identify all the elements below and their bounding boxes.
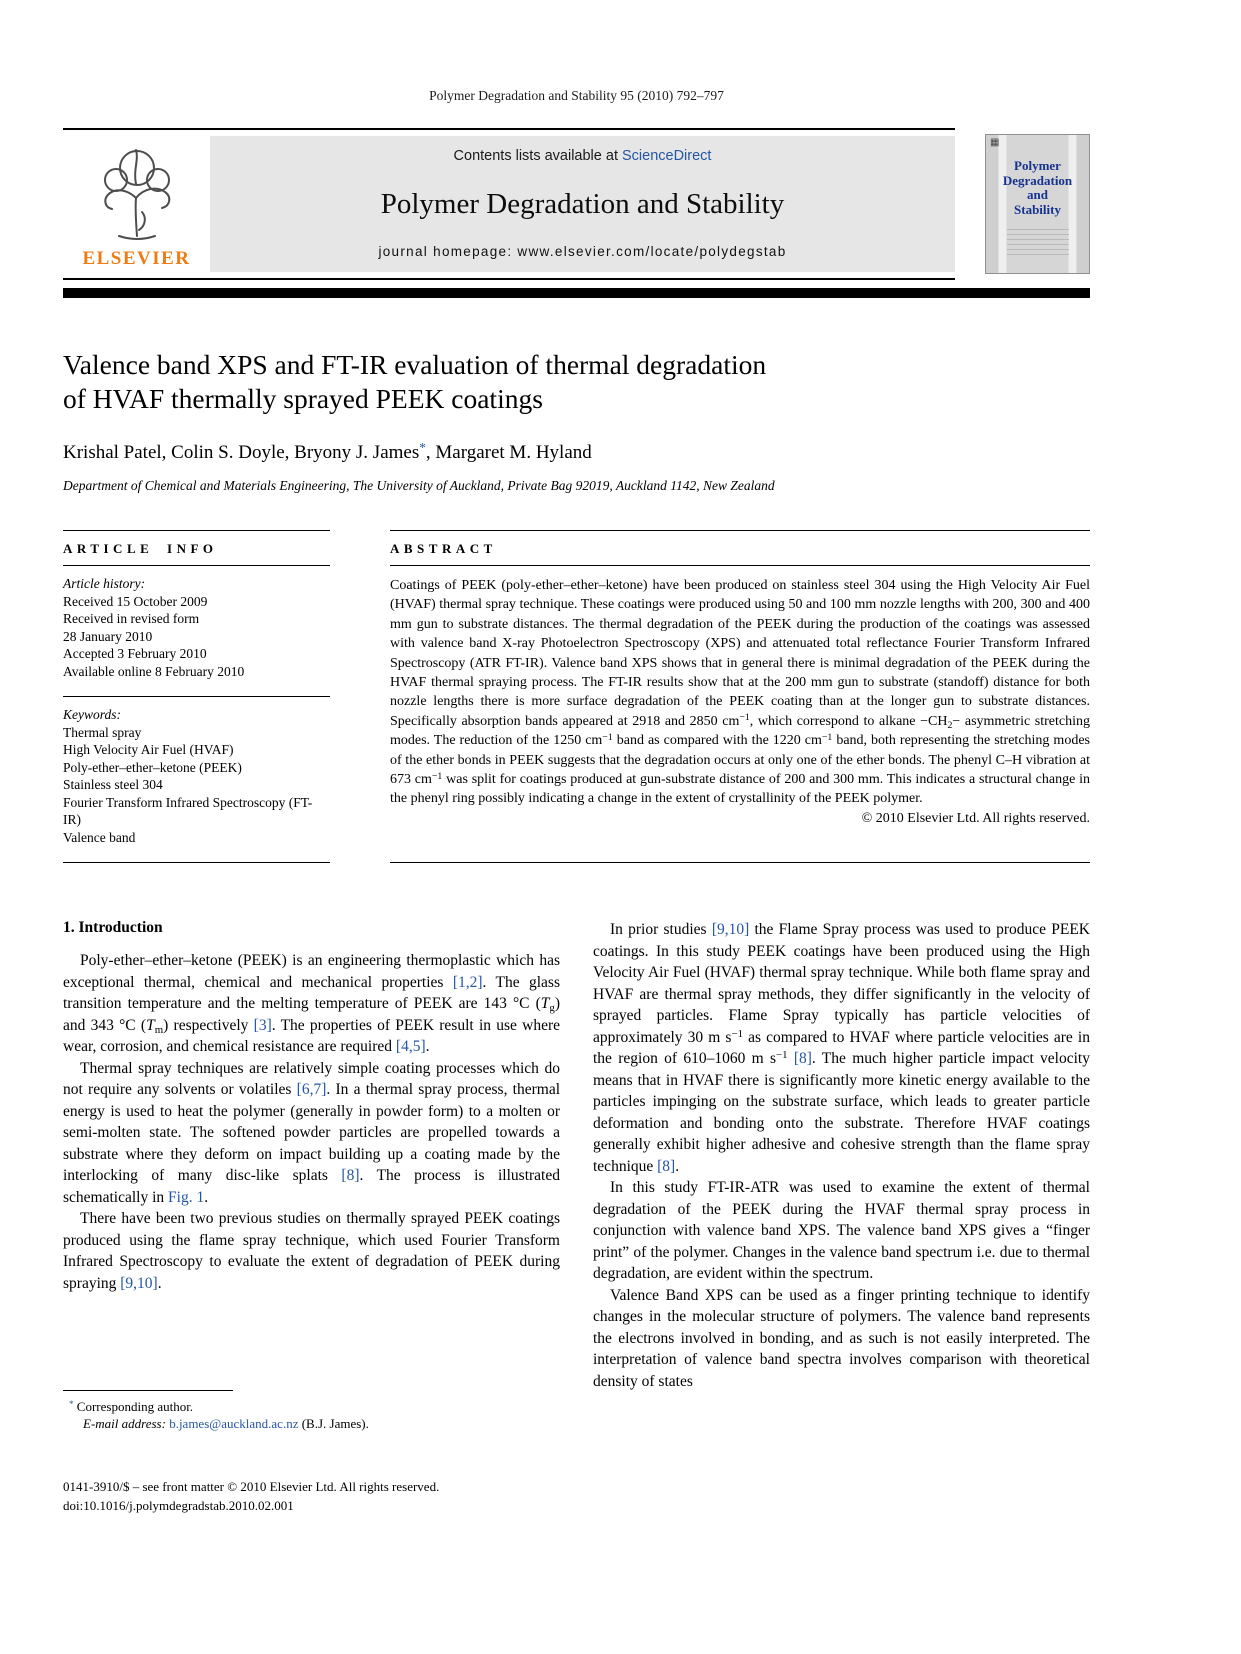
- ref-link[interactable]: [8]: [793, 1050, 812, 1067]
- text-run: band as compared with the 1220 cm: [612, 733, 822, 749]
- text-run: g: [549, 1002, 555, 1015]
- cover-contents-lines: [1007, 229, 1069, 259]
- section-heading-introduction: 1. Introduction: [63, 919, 163, 936]
- ref-link[interactable]: [8]: [341, 1167, 360, 1184]
- email-note: [63, 1415, 560, 1432]
- contents-line: [454, 148, 712, 164]
- info-abstract-section: [63, 530, 1090, 863]
- article-info-heading: ARTICLE INFO: [63, 531, 330, 566]
- keywords-block: [63, 697, 330, 862]
- history-line: 28 January 2010: [63, 628, 153, 644]
- text-run: (B.J. James).: [298, 1416, 369, 1431]
- text-run: the Flame Spray process was used to produce PEEK coatings. In this study PEEK coatings have been produced using the High Velocity Air Fuel (HVAF) thermal spray technique. While both flame spray and HVAF are thermal spray methods, they differ significantly in the velocity of sprayed particles. Flame Spray typically has particle velocities of approximately 30 m s: [593, 921, 1090, 1046]
- body-paragraph: [593, 1177, 1090, 1285]
- abstract-copyright: © 2010 Elsevier Ltd. All rights reserved.: [861, 810, 1090, 826]
- keywords-label: Keywords:: [63, 707, 121, 722]
- text-run: , which correspond to alkane −CH: [749, 713, 948, 729]
- elsevier-logo[interactable]: [63, 136, 210, 272]
- doi-line: doi:10.1016/j.polymdegradstab.2010.02.001: [63, 1497, 294, 1513]
- sciencedirect-link[interactable]: ScienceDirect: [622, 148, 712, 164]
- text-run: Poly-ether–ether–ketone (PEEK) is an engineering thermoplastic which has exceptional thermal, chemical and mechanical properties: [63, 952, 560, 991]
- ref-link[interactable]: [9,10]: [711, 921, 750, 938]
- elsevier-wordmark: ELSEVIER: [82, 248, 191, 269]
- text-run: T: [540, 995, 550, 1012]
- issn-line: 0141-3910/$ – see front matter © 2010 Elsevier Ltd. All rights reserved.: [63, 1479, 440, 1494]
- text-run: . The much higher particle impact velocity means that in HVAF there is significantly more kinetic energy available to the particles impinging on the substrate surface, which leads to greater particle deformation and bonding onto the substrate. Therefore HVAF coatings generally exhibit higher adhesive and cohesive strength than the flame spray technique: [593, 1050, 1090, 1175]
- body-paragraph: [593, 919, 1090, 1177]
- front-matter-block: [63, 1478, 560, 1515]
- corresponding-author-star[interactable]: *: [69, 1398, 74, 1409]
- text-run: ) respectively: [163, 1016, 254, 1034]
- journal-masthead: [210, 136, 955, 272]
- cover-title-line: Polymer: [1014, 158, 1061, 173]
- ref-link[interactable]: [6,7]: [296, 1081, 327, 1098]
- cover-barcode: ▦: [990, 137, 1000, 148]
- fig-link[interactable]: Fig. 1: [168, 1188, 205, 1206]
- text-run: In prior studies: [610, 921, 712, 938]
- history-line: Available online 8 February 2010: [63, 663, 245, 679]
- body-paragraph: [63, 1058, 560, 1209]
- text-run: Valence Band XPS can be used as a finger printing technique to identify changes in the molecular structure of polymers. The valence band represents the electrons involved in bonding, and as such is not easily interpreted. The interpretation of valence band spectra involves comparison with theoretical density of states: [593, 1286, 1090, 1390]
- abstract-column: [390, 530, 1090, 863]
- cover-title-line: Degradation: [1002, 172, 1073, 188]
- ref-link[interactable]: [9,10]: [120, 1274, 158, 1292]
- corresponding-author-star[interactable]: *: [419, 440, 426, 456]
- affiliation: Department of Chemical and Materials Engineering, The University of Auckland, Private Bag 92019, Auckland 1142, New Zealand: [63, 478, 775, 493]
- text-run: − asymmetric stretching modes. The reduction of the 1250 cm: [390, 713, 1090, 749]
- body-right-column: [593, 919, 1090, 1515]
- text-run: Coatings of PEEK (poly-ether–ether–ketone) have been produced on stainless steel 304 using the High Velocity Air Fuel (HVAF) thermal spray technique. These coatings were produced using 50 and 100 mm nozzle lengths with 200, 300 and 400 mm gun to substrate distances. The thermal degradation of the PEEK during the production of the coatings was assessed with valence band X-ray Photoelectron Spectroscopy (XPS) and attenuated total reflectance Fourier Transform Infrared Spectroscopy (ATR FT-IR). Valence band XPS shows that in general there is minimal degradation of the PEEK during the HVAF thermal spraying process. The FT-IR results show that at the 200 mm gun to substrate (standoff) distance for both nozzle lengths there is more surface degradation of the PEEK coating than at the longer gun to substrate distances. Specifically absorption bands appeared at 2918 and 2850 cm: [390, 578, 1090, 729]
- ref-link[interactable]: [1,2]: [452, 973, 483, 991]
- body-paragraph: [63, 950, 560, 1058]
- text-run: .: [425, 1038, 430, 1055]
- keyword-item: Fourier Transform Infrared Spectroscopy (FT-IR): [63, 794, 313, 827]
- text-run: as compared to HVAF where particle velocities are in the region of 610–1060 m s: [593, 1028, 1090, 1067]
- text-run: −1: [431, 770, 443, 782]
- text-run: −1: [776, 1049, 788, 1062]
- keyword-item: High Velocity Air Fuel (HVAF): [63, 742, 234, 757]
- footnote-rule: [63, 1390, 233, 1391]
- text-run: . The glass transition temperature and the melting temperature of PEEK are 143 °C (: [63, 973, 560, 1012]
- body-paragraph: [63, 1208, 560, 1294]
- article-title-line: Valence band XPS and FT-IR evaluation of thermal degradation: [63, 349, 767, 380]
- footnote-block: [63, 1390, 560, 1432]
- journal-header: [63, 128, 1090, 280]
- text-run: Krishal Patel, Colin S. Doyle, Bryony J. James: [63, 442, 420, 463]
- article-title-line: of HVAF thermally sprayed PEEK coatings: [63, 383, 543, 414]
- authors-line: [63, 442, 1090, 464]
- text-run: 2: [947, 719, 953, 731]
- article-body: [63, 919, 1090, 1515]
- abstract-text: [390, 576, 1090, 809]
- column-gap: [330, 530, 390, 863]
- cover-title-line: Stability: [1014, 201, 1061, 217]
- ref-link[interactable]: [8]: [657, 1157, 676, 1175]
- text-run: Corresponding author.: [73, 1399, 194, 1414]
- text-run: . The process is illustrated schematically in: [63, 1167, 560, 1206]
- text-run: , Margaret M. Hyland: [425, 442, 592, 463]
- header-band: [63, 128, 955, 280]
- body-paragraph: [593, 1285, 1090, 1393]
- text-run: T: [146, 1016, 155, 1034]
- text-run: .: [675, 1157, 680, 1175]
- article-history-block: [63, 566, 330, 697]
- history-line: Received 15 October 2009: [63, 593, 208, 609]
- text-run: band, both representing the stretching modes of the ether bonds in PEEK suggests that the degradation occurs at only one of the ether bonds. The phenyl C–H vibration at 673 cm: [390, 733, 1090, 788]
- text-run: −1: [739, 712, 750, 724]
- article-info-column: [63, 530, 330, 863]
- text-run: m: [154, 1023, 164, 1036]
- ref-link[interactable]: [3]: [253, 1016, 272, 1034]
- text-run: ) and 343 °C (: [63, 995, 560, 1034]
- ref-link[interactable]: [4,5]: [395, 1038, 426, 1055]
- journal-citation: Polymer Degradation and Stability 95 (2010) 792–797: [429, 88, 724, 103]
- email-link[interactable]: b.james@auckland.ac.nz: [169, 1416, 299, 1431]
- text-run: E-mail address:: [83, 1416, 170, 1431]
- keyword-item: Poly-ether–ether–ketone (PEEK): [63, 759, 242, 775]
- text-run: −1: [602, 731, 613, 743]
- text-run: . In a thermal spray process, thermal energy is used to heat the polymer (generally in powder form) to a molten or semi-molten state. The softened powder particles are propelled towards a substrate where they deform on impact building up a coating made by the interlocking of many disc-like splats: [63, 1081, 561, 1184]
- corresponding-author-note: [63, 1398, 560, 1415]
- journal-cover-thumbnail[interactable]: [985, 134, 1090, 274]
- text-run: was split for coatings produced at gun-substrate distance of 200 and 300 mm. This indicates a structural change in the phenyl ring possibly indicating a change in the extent of crystallinity of the PEEK polymer.: [390, 772, 1090, 807]
- header-divider-bar: [63, 288, 1090, 298]
- text-run: −1: [731, 1027, 743, 1040]
- keyword-item: Stainless steel 304: [63, 777, 163, 792]
- cover-title-line: and: [1027, 187, 1048, 202]
- history-line: Received in revised form: [63, 611, 200, 626]
- text-run: −1: [821, 731, 833, 743]
- text-run: There have been two previous studies on thermally sprayed PEEK coatings produced using the flame spray technique, which used Fourier Transform Infrared Spectroscopy to evaluate the extent of degradation of PEEK during spraying: [63, 1210, 560, 1292]
- text-run: Thermal spray techniques are relatively simple coating processes which do not require any solvents or volatiles: [63, 1059, 560, 1098]
- journal-title: Polymer Degradation and Stability: [380, 187, 785, 220]
- history-line: Accepted 3 February 2010: [63, 646, 207, 661]
- contents-prefix: Contents lists available at: [453, 148, 622, 164]
- body-left-column: [63, 919, 560, 1515]
- article-title: [63, 348, 1090, 416]
- article-history-label: Article history:: [63, 576, 146, 591]
- cover-title: [986, 159, 1089, 217]
- text-run: . The properties of PEEK result in use where wear, corrosion, and chemical resistance are required: [63, 1016, 561, 1055]
- keyword-item: Valence band: [63, 829, 136, 845]
- text-run: .: [204, 1188, 209, 1206]
- text-run: In this study FT-IR-ATR was used to examine the extent of thermal degradation of the PEEK during the HVAF thermal spray process in conjunction with valence band XPS. The valence band XPS gives a “finger print” of the polymer. Changes in the valence band spectrum i.e. due to thermal degradation, are evident within the spectrum.: [593, 1179, 1090, 1282]
- elsevier-tree-icon: [87, 138, 187, 240]
- abstract-heading: ABSTRACT: [390, 531, 1090, 566]
- keyword-item: Thermal spray: [63, 724, 142, 740]
- journal-homepage-link[interactable]: journal homepage: www.elsevier.com/locate/polydegstab: [378, 244, 787, 259]
- text-run: .: [157, 1274, 162, 1292]
